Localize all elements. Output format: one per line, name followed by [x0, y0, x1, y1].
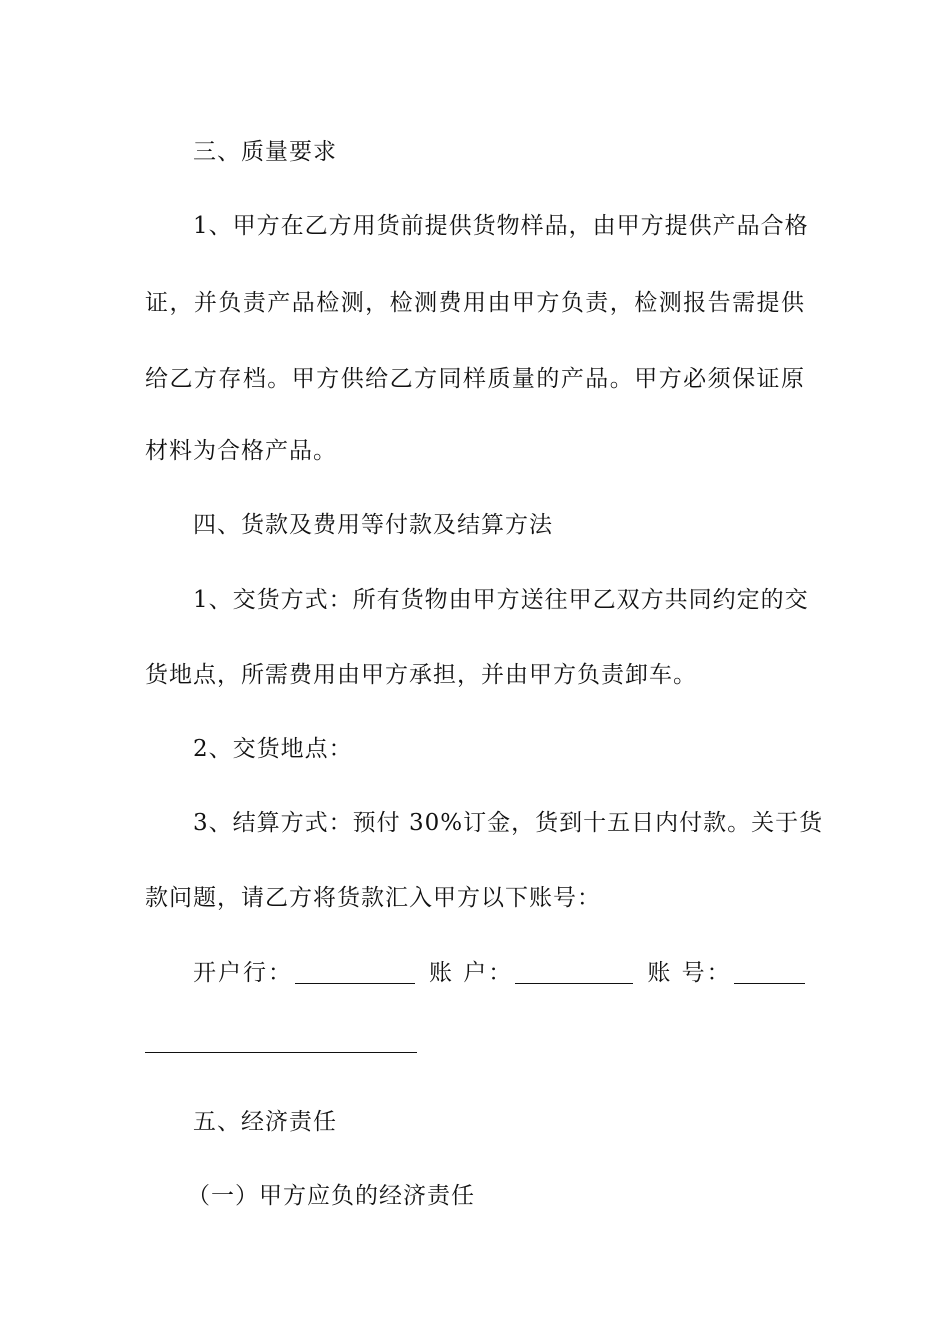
- account-name-label: 账 户：: [429, 960, 514, 986]
- section-4-item-1-line-2: 货地点，所需费用由甲方承担，并由甲方负责卸车。: [145, 662, 697, 688]
- bank-account-row: [193, 958, 805, 988]
- section-4-item-3-line-2: 款问题，请乙方将货款汇入甲方以下账号：: [145, 885, 601, 911]
- section-4-heading: 四、货款及费用等付款及结算方法: [193, 512, 553, 538]
- section-3-item-1-line-3: 给乙方存档。甲方供给乙方同样质量的产品。甲方必须保证原: [145, 366, 805, 392]
- section-3-item-1-line-1: 1、甲方在乙方用货前提供货物样品，由甲方提供产品合格: [193, 213, 809, 239]
- section-3-item-1-line-4: 材料为合格产品。: [145, 438, 337, 464]
- account-number-blank: [734, 959, 805, 984]
- account-name-blank: [515, 959, 633, 984]
- account-number-label: 账 号：: [647, 960, 732, 986]
- bank-blank: [295, 959, 415, 984]
- section-4-item-3-line-1: 3、结算方式：预付 30%订金，货到十五日内付款。关于货: [193, 810, 824, 836]
- section-5-sub-1: （一）甲方应负的经济责任: [187, 1183, 475, 1209]
- section-4-item-1-line-1: 1、交货方式：所有货物由甲方送往甲乙双方共同约定的交: [193, 587, 809, 613]
- section-3-item-1-line-2: 证，并负责产品检测，检测费用由甲方负责，检测报告需提供: [145, 290, 805, 316]
- account-number-blank-continued: [145, 1052, 417, 1053]
- section-4-item-2: 2、交货地点：: [193, 736, 353, 762]
- section-3-heading: 三、质量要求: [193, 139, 337, 165]
- section-5-heading: 五、经济责任: [193, 1109, 337, 1135]
- bank-label: 开户行：: [193, 960, 293, 986]
